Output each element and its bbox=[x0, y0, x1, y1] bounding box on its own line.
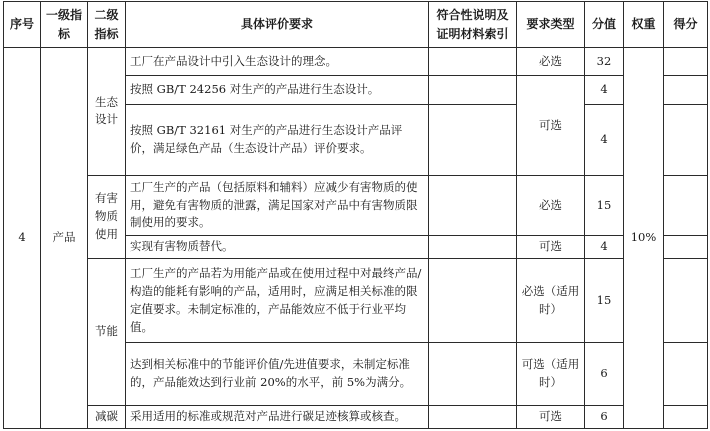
level1-cell: 产品 bbox=[41, 48, 88, 429]
header-points: 得分 bbox=[664, 2, 708, 48]
header-level1: 一级指标 bbox=[41, 2, 88, 48]
requirement-cell: 按照 GB/T 24256 对生产的产品进行生态设计。 bbox=[126, 76, 429, 104]
requirement-cell: 工厂在产品设计中引入生态设计的理念。 bbox=[126, 48, 429, 76]
type-cell: 可选 bbox=[517, 405, 585, 428]
header-type: 要求类型 bbox=[517, 2, 585, 48]
weight-cell: 10% bbox=[624, 48, 664, 429]
evaluation-table bbox=[3, 1, 708, 429]
score-cell: 6 bbox=[585, 343, 624, 406]
index-cell: 4 bbox=[4, 48, 41, 429]
points-cell[interactable] bbox=[664, 405, 708, 428]
table-row bbox=[4, 175, 708, 236]
type-cell: 可选 bbox=[517, 236, 585, 259]
points-cell[interactable] bbox=[664, 104, 708, 175]
table-row bbox=[4, 48, 708, 76]
points-cell[interactable] bbox=[664, 48, 708, 76]
score-cell: 4 bbox=[585, 76, 624, 104]
requirement-cell: 达到相关标准中的节能评价值/先进值要求，未制定标准的，产品能效达到行业前 20%的水平，前 5%为满分。 bbox=[126, 343, 429, 406]
level2-cell: 有害物质使用 bbox=[88, 175, 126, 259]
type-cell: 必选（适用时） bbox=[517, 259, 585, 343]
evidence-cell[interactable] bbox=[429, 76, 517, 104]
evidence-cell[interactable] bbox=[429, 104, 517, 175]
table-row bbox=[4, 405, 708, 428]
points-cell[interactable] bbox=[664, 236, 708, 259]
score-cell: 32 bbox=[585, 48, 624, 76]
table-row bbox=[4, 259, 708, 343]
type-cell: 可选 bbox=[517, 76, 585, 175]
requirement-cell: 实现有害物质替代。 bbox=[126, 236, 429, 259]
evidence-cell[interactable] bbox=[429, 259, 517, 343]
score-cell: 4 bbox=[585, 236, 624, 259]
score-cell: 4 bbox=[585, 104, 624, 175]
requirement-cell: 工厂生产的产品若为用能产品或在使用过程中对最终产品/构造的能耗有影响的产品，适用时，应满足相关标准的限定值要求。未制定标准的，产品能效应不低于行业平均值。 bbox=[126, 259, 429, 343]
header-row bbox=[4, 2, 708, 48]
type-cell: 可选（适用时） bbox=[517, 343, 585, 406]
header-weight: 权重 bbox=[624, 2, 664, 48]
requirement-cell: 采用适用的标准或规范对产品进行碳足迹核算或核查。 bbox=[126, 405, 429, 428]
header-level2: 二级指标 bbox=[88, 2, 126, 48]
evidence-cell[interactable] bbox=[429, 48, 517, 76]
evidence-cell[interactable] bbox=[429, 175, 517, 236]
header-score: 分值 bbox=[585, 2, 624, 48]
requirement-cell: 按照 GB/T 32161 对生产的产品进行生态设计产品评价，满足绿色产品（生态设计产品）评价要求。 bbox=[126, 104, 429, 175]
type-cell: 必选 bbox=[517, 175, 585, 236]
score-cell: 15 bbox=[585, 175, 624, 236]
score-cell: 6 bbox=[585, 405, 624, 428]
points-cell[interactable] bbox=[664, 175, 708, 236]
evidence-cell[interactable] bbox=[429, 343, 517, 406]
level2-cell: 节能 bbox=[88, 259, 126, 406]
header-evidence: 符合性说明及证明材料索引 bbox=[429, 2, 517, 48]
type-cell: 必选 bbox=[517, 48, 585, 76]
evidence-cell[interactable] bbox=[429, 405, 517, 428]
points-cell[interactable] bbox=[664, 343, 708, 406]
evidence-cell[interactable] bbox=[429, 236, 517, 259]
points-cell[interactable] bbox=[664, 259, 708, 343]
level2-cell: 生态设计 bbox=[88, 48, 126, 176]
header-requirement: 具体评价要求 bbox=[126, 2, 429, 48]
points-cell[interactable] bbox=[664, 76, 708, 104]
header-index: 序号 bbox=[4, 2, 41, 48]
level2-cell: 减碳 bbox=[88, 405, 126, 428]
score-cell: 15 bbox=[585, 259, 624, 343]
requirement-cell: 工厂生产的产品（包括原料和辅料）应减少有害物质的使用，避免有害物质的泄露，满足国家对产品中有害物质限制使用的要求。 bbox=[126, 175, 429, 236]
